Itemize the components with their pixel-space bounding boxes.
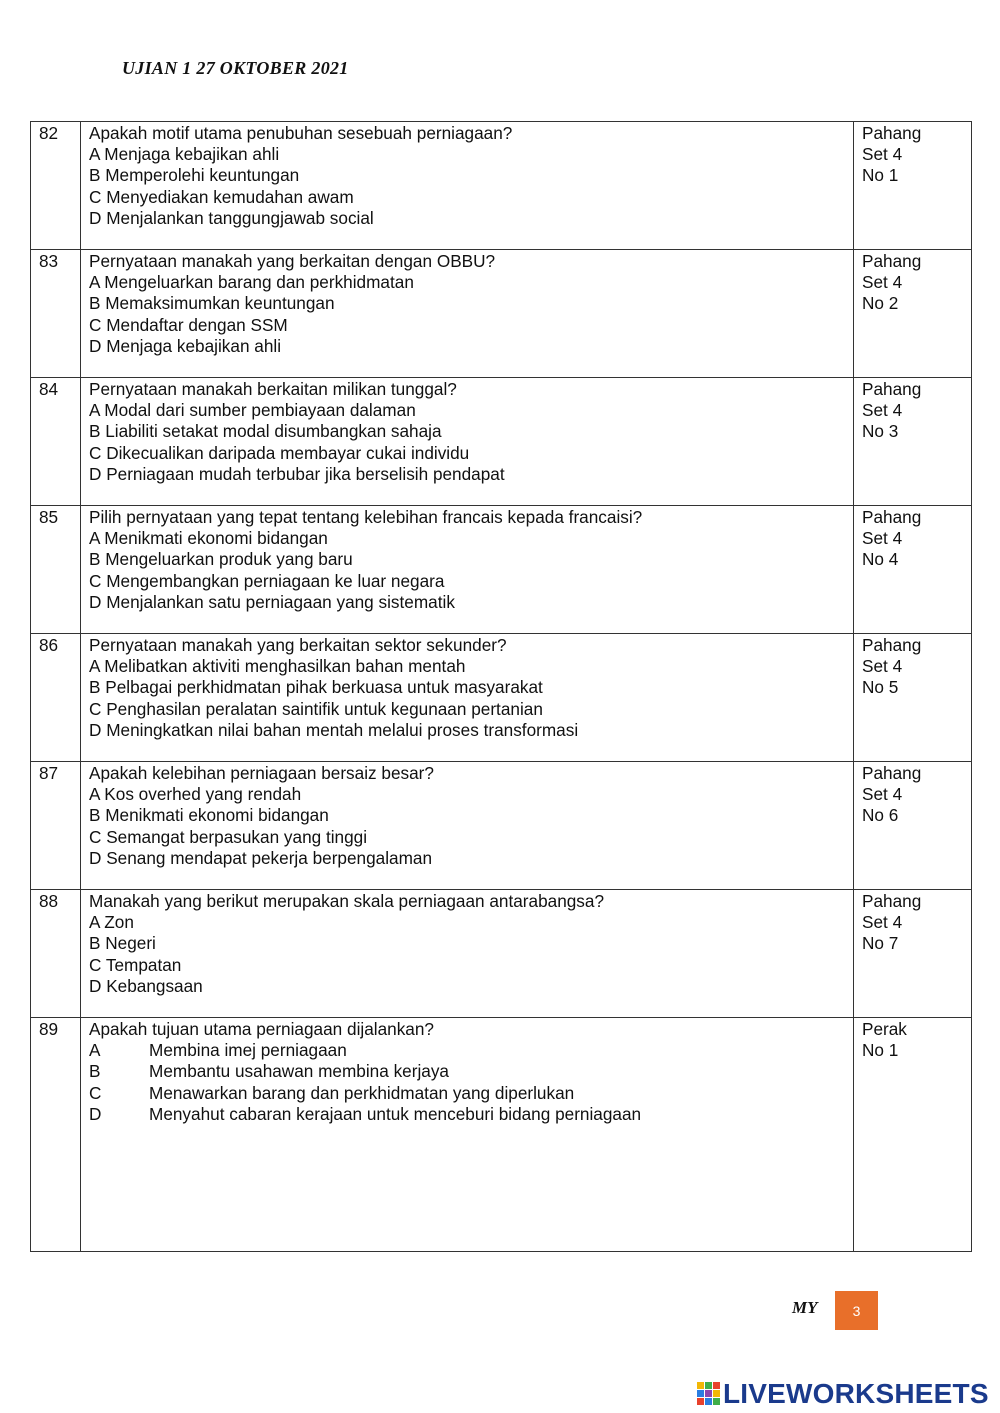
source-no: No 3 [862,421,899,442]
option-b: B Pelbagai perkhidmatan pihak berkuasa untuk masyarakat [89,677,543,698]
question-content [81,1018,854,1252]
source-set: Set 4 [862,528,903,549]
option-b [89,1061,845,1082]
option-d: D Menjaga kebajikan ahli [89,335,282,356]
footer-initials: MY [792,1298,818,1317]
source-state: Perak [862,1019,907,1039]
option-c: C Semangat berpasukan yang tinggi [89,826,368,847]
source-no: No 5 [862,677,899,698]
option-b: B Menikmati ekonomi bidangan [89,805,329,826]
question-content [81,506,854,634]
source-no: No 2 [862,293,899,314]
option-text: Menyahut cabaran kerajaan untuk menceburi bidang perniagaan [149,1103,642,1124]
brand-name: LIVEWORKSHEETS [723,1378,989,1409]
option-b: B Memperolehi keuntungan [89,165,300,186]
option-a: A Kos overhed yang rendah [89,784,302,805]
question-row [31,634,972,762]
option-d: D Menjalankan tanggungjawab social [89,207,374,228]
option-c: C Penghasilan peralatan saintifik untuk kegunaan pertanian [89,698,543,719]
question-content [81,762,854,890]
option-a: A Mengeluarkan barang dan perkhidmatan [89,272,414,293]
question-source [854,122,972,250]
option-d: D Perniagaan mudah terbubar jika berselisih pendapat [89,463,505,484]
page-number-badge [835,1291,878,1330]
question-source [854,762,972,890]
question-text: Apakah tujuan utama perniagaan dijalankan? [89,1019,434,1039]
source-no: No 1 [862,165,899,186]
option-b: B Negeri [89,933,156,954]
question-number: 87 [31,762,81,890]
question-row [31,378,972,506]
question-source [854,250,972,378]
option-text: Menawarkan barang dan perkhidmatan yang diperlukan [149,1082,575,1103]
option-b: B Liabiliti setakat modal disumbangkan sahaja [89,421,442,442]
question-content [81,122,854,250]
source-no: No 4 [862,549,899,570]
source-state: Pahang [862,763,922,783]
question-source [854,506,972,634]
question-text: Pernyataan manakah yang berkaitan dengan OBBU? [89,251,496,271]
option-b: B Mengeluarkan produk yang baru [89,549,353,570]
question-text: Apakah kelebihan perniagaan bersaiz besar? [89,763,434,783]
option-letter: D [89,1103,102,1124]
option-c: C Menyediakan kemudahan awam [89,186,354,207]
option-letter: B [89,1061,101,1082]
brand-watermark[interactable] [697,1378,989,1410]
question-number: 89 [31,1018,81,1252]
question-row [31,250,972,378]
source-set: Set 4 [862,656,903,677]
question-source [854,1018,972,1252]
source-state: Pahang [862,251,922,271]
source-set: Set 4 [862,784,903,805]
question-number: 85 [31,506,81,634]
question-row [31,506,972,634]
option-d: D Senang mendapat pekerja berpengalaman [89,847,433,868]
option-a: A Zon [89,912,134,933]
question-content [81,378,854,506]
option-c: C Mendaftar dengan SSM [89,314,288,335]
question-text: Pernyataan manakah berkaitan milikan tunggal? [89,379,457,399]
option-letter: C [89,1082,102,1103]
source-no: No 7 [862,933,899,954]
page-number: 3 [852,1302,861,1319]
source-state: Pahang [862,123,922,143]
question-source [854,378,972,506]
option-d [89,1104,845,1125]
option-c [89,1083,845,1104]
option-c: C Tempatan [89,954,182,975]
source-state: Pahang [862,379,922,399]
question-row [31,122,972,250]
source-no: No 1 [862,1040,899,1061]
option-a: A Melibatkan aktiviti menghasilkan bahan mentah [89,656,466,677]
option-d: D Meningkatkan nilai bahan mentah melalui proses transformasi [89,719,579,740]
option-c: C Mengembangkan perniagaan ke luar negara [89,570,445,591]
question-number: 83 [31,250,81,378]
source-set: Set 4 [862,272,903,293]
question-text: Manakah yang berikut merupakan skala perniagaan antarabangsa? [89,891,605,911]
document-title: UJIAN 1 27 OKTOBER 2021 [122,58,349,78]
option-text: Membina imej perniagaan [149,1040,347,1061]
source-state: Pahang [862,507,922,527]
question-text: Pilih pernyataan yang tepat tentang kelebihan francais kepada francaisi? [89,507,643,527]
source-set: Set 4 [862,144,903,165]
question-table [30,121,972,1252]
question-content [81,250,854,378]
question-number: 86 [31,634,81,762]
question-content [81,634,854,762]
option-text: Membantu usahawan membina kerjaya [149,1061,449,1082]
liveworksheets-logo-icon [697,1382,721,1406]
question-text: Pernyataan manakah yang berkaitan sektor sekunder? [89,635,507,655]
option-a: A Menjaga kebajikan ahli [89,144,280,165]
option-c: C Dikecualikan daripada membayar cukai individu [89,442,470,463]
option-a [89,1040,845,1061]
question-source [854,890,972,1018]
question-text: Apakah motif utama penubuhan sesebuah perniagaan? [89,123,513,143]
source-state: Pahang [862,891,922,911]
option-a: A Menikmati ekonomi bidangan [89,528,328,549]
option-letter: A [89,1040,101,1061]
question-number: 84 [31,378,81,506]
question-row [31,890,972,1018]
option-b: B Memaksimumkan keuntungan [89,293,335,314]
question-row [31,762,972,890]
question-row [31,1018,972,1252]
source-state: Pahang [862,635,922,655]
source-no: No 6 [862,805,899,826]
question-number: 88 [31,890,81,1018]
option-d: D Kebangsaan [89,975,203,996]
question-source [854,634,972,762]
question-content [81,890,854,1018]
source-set: Set 4 [862,912,903,933]
option-d: D Menjalankan satu perniagaan yang sistematik [89,591,455,612]
option-a: A Modal dari sumber pembiayaan dalaman [89,400,416,421]
question-number: 82 [31,122,81,250]
source-set: Set 4 [862,400,903,421]
